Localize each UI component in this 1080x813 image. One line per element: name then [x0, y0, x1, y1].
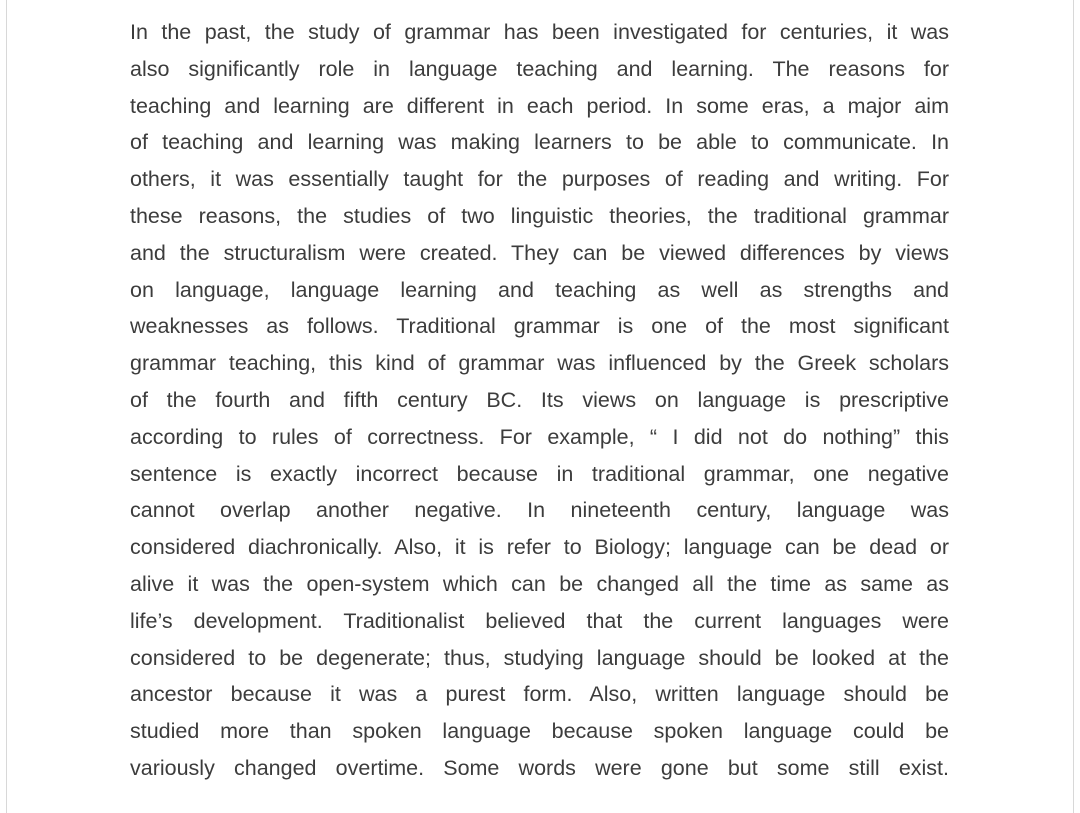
paragraph-line: according to rules of correctness. For example, “ I did not do nothing” this — [130, 424, 949, 449]
paragraph-line: alive it was the open-system which can be changed all the time as same as — [130, 571, 949, 596]
paragraph-line: others, it was essentially taught for the purposes of reading and writing. For — [130, 167, 949, 192]
paragraph-line: of the fourth and fifth century BC. Its views on language is prescriptive — [130, 387, 949, 412]
paragraph-line: variously changed overtime. Some words were gone but some still exist. — [130, 755, 949, 780]
paragraph-line: these reasons, the studies of two linguistic theories, the traditional grammar — [130, 203, 949, 228]
body-paragraph — [130, 14, 949, 787]
page-left-edge — [6, 0, 7, 813]
paragraph-line: of teaching and learning was making learners to be able to communicate. In — [130, 130, 949, 155]
paragraph-line: life’s development. Traditionalist believed that the current languages were — [130, 608, 949, 633]
paragraph-line: considered diachronically. Also, it is refer to Biology; language can be dead or — [130, 535, 949, 560]
paragraph-line: grammar teaching, this kind of grammar was influenced by the Greek scholars — [130, 351, 949, 376]
paragraph-line: studied more than spoken language because spoken language could be — [130, 719, 949, 744]
paragraph-line: and the structuralism were created. They can be viewed differences by views — [130, 240, 949, 265]
paragraph-line: on language, language learning and teaching as well as strengths and — [130, 277, 949, 302]
paragraph-line: considered to be degenerate; thus, studying language should be looked at the — [130, 645, 949, 670]
paragraph-line: In the past, the study of grammar has been investigated for centuries, it was — [130, 20, 949, 44]
paragraph-line: teaching and learning are different in each period. In some eras, a major aim — [130, 93, 949, 118]
page-right-edge — [1073, 0, 1074, 813]
paragraph-line: weaknesses as follows. Traditional grammar is one of the most significant — [130, 314, 949, 339]
paragraph-line: also significantly role in language teaching and learning. The reasons for — [130, 56, 949, 81]
paragraph-line: sentence is exactly incorrect because in traditional grammar, one negative — [130, 461, 949, 486]
paragraph-line: ancestor because it was a purest form. Also, written language should be — [130, 682, 949, 707]
paragraph-line: cannot overlap another negative. In nineteenth century, language was — [130, 498, 949, 523]
